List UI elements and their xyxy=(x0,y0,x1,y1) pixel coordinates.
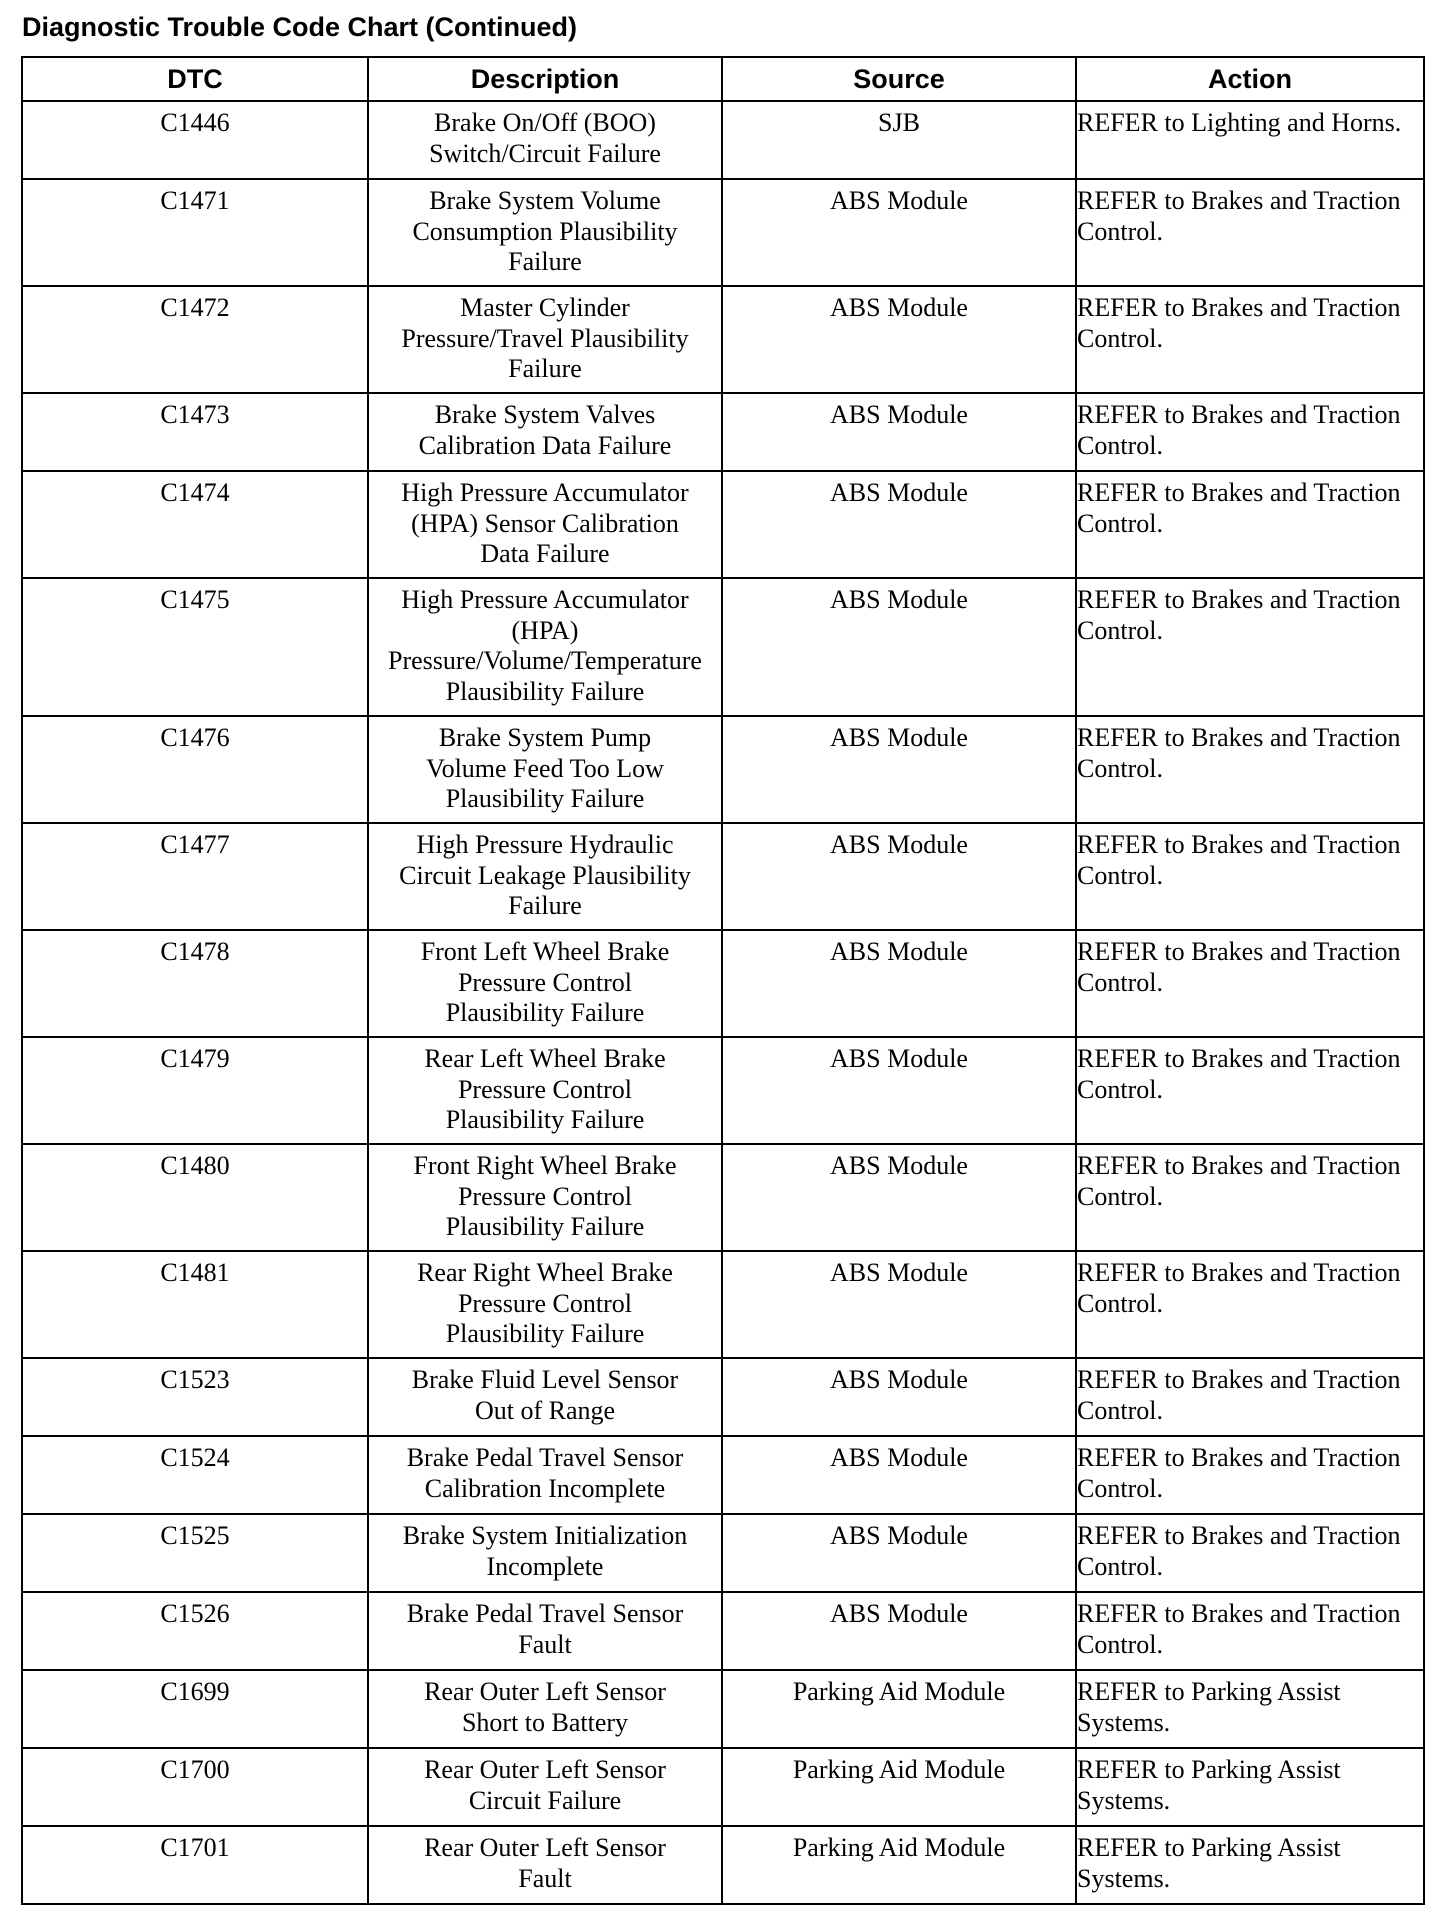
header-dtc: DTC xyxy=(22,57,368,101)
header-source: Source xyxy=(722,57,1076,101)
dtc-action: REFER to Brakes and Traction Control. xyxy=(1076,471,1424,578)
description-line: Failure xyxy=(508,354,582,383)
dtc-action: REFER to Brakes and Traction Control. xyxy=(1076,578,1424,716)
dtc-code: C1523 xyxy=(22,1358,368,1436)
dtc-description xyxy=(368,1514,722,1592)
description-line: Switch/Circuit Failure xyxy=(429,138,661,168)
dtc-action: REFER to Brakes and Traction Control. xyxy=(1076,393,1424,471)
description-line: Pressure Control xyxy=(457,1288,633,1318)
description-line: Fault xyxy=(518,1863,572,1893)
description-line: Pressure Control xyxy=(457,967,633,997)
description-line: Brake Pedal Travel Sensor xyxy=(406,1599,684,1628)
dtc-code: C1473 xyxy=(22,393,368,471)
table-row xyxy=(22,1592,1424,1670)
dtc-description xyxy=(368,471,722,578)
dtc-description xyxy=(368,578,722,716)
table-row xyxy=(22,1436,1424,1514)
description-line: Rear Left Wheel Brake xyxy=(424,1044,666,1073)
description-line: Rear Outer Left Sensor xyxy=(424,1833,666,1862)
dtc-description xyxy=(368,1358,722,1436)
header-action: Action xyxy=(1076,57,1424,101)
description-line: Short to Battery xyxy=(461,1707,629,1737)
table-row xyxy=(22,101,1424,179)
dtc-source: ABS Module xyxy=(722,179,1076,286)
description-line: Plausibility Failure xyxy=(445,1105,645,1134)
dtc-action: REFER to Brakes and Traction Control. xyxy=(1076,1592,1424,1670)
dtc-source: SJB xyxy=(722,101,1076,179)
dtc-code: C1699 xyxy=(22,1670,368,1748)
dtc-description xyxy=(368,1592,722,1670)
table-row xyxy=(22,1748,1424,1826)
dtc-code: C1475 xyxy=(22,578,368,716)
dtc-source: ABS Module xyxy=(722,716,1076,823)
dtc-description xyxy=(368,101,722,179)
dtc-code: C1474 xyxy=(22,471,368,578)
description-line: Brake System Volume xyxy=(429,186,661,215)
dtc-source: ABS Module xyxy=(722,1144,1076,1251)
description-line: Master Cylinder xyxy=(460,293,630,322)
table-row xyxy=(22,179,1424,286)
description-line: Rear Outer Left Sensor xyxy=(424,1677,666,1706)
description-line: Brake On/Off (BOO) xyxy=(434,108,656,137)
description-line: Plausibility Failure xyxy=(445,1212,645,1241)
dtc-code: C1476 xyxy=(22,716,368,823)
dtc-source: Parking Aid Module xyxy=(722,1748,1076,1826)
description-line: Calibration Data Failure xyxy=(418,430,672,460)
dtc-source: ABS Module xyxy=(722,393,1076,471)
dtc-description xyxy=(368,1251,722,1358)
description-line: Circuit Failure xyxy=(468,1785,622,1815)
dtc-code: C1472 xyxy=(22,286,368,393)
description-line: High Pressure Accumulator xyxy=(401,478,689,507)
description-line: (HPA) Sensor Calibration xyxy=(411,508,679,538)
dtc-code: C1446 xyxy=(22,101,368,179)
dtc-code: C1524 xyxy=(22,1436,368,1514)
description-line: Front Left Wheel Brake xyxy=(420,937,670,966)
table-body xyxy=(22,101,1424,1904)
dtc-table xyxy=(21,56,1425,1905)
dtc-code: C1477 xyxy=(22,823,368,930)
table-row xyxy=(22,930,1424,1037)
dtc-description xyxy=(368,286,722,393)
dtc-code: C1525 xyxy=(22,1514,368,1592)
description-line: Plausibility Failure xyxy=(445,1319,645,1348)
dtc-source: Parking Aid Module xyxy=(722,1826,1076,1904)
dtc-action: REFER to Brakes and Traction Control. xyxy=(1076,1037,1424,1144)
dtc-action: REFER to Parking Assist Systems. xyxy=(1076,1748,1424,1826)
dtc-description xyxy=(368,1144,722,1251)
description-line: Brake System Initialization xyxy=(402,1521,688,1550)
page-title: Diagnostic Trouble Code Chart (Continued) xyxy=(22,12,577,42)
dtc-source: ABS Module xyxy=(722,471,1076,578)
description-line: Pressure Control xyxy=(457,1181,633,1211)
dtc-description xyxy=(368,1826,722,1904)
table-row xyxy=(22,716,1424,823)
dtc-source: ABS Module xyxy=(722,1251,1076,1358)
description-line: Volume Feed Too Low xyxy=(426,753,664,783)
dtc-action: REFER to Lighting and Horns. xyxy=(1076,101,1424,179)
dtc-source: ABS Module xyxy=(722,1037,1076,1144)
dtc-description xyxy=(368,1436,722,1514)
dtc-action: REFER to Brakes and Traction Control. xyxy=(1076,1436,1424,1514)
dtc-source: ABS Module xyxy=(722,930,1076,1037)
dtc-source: ABS Module xyxy=(722,286,1076,393)
dtc-description xyxy=(368,1670,722,1748)
dtc-code: C1701 xyxy=(22,1826,368,1904)
dtc-description xyxy=(368,823,722,930)
table-row xyxy=(22,823,1424,930)
description-line: Failure xyxy=(508,891,582,920)
description-line: Circuit Leakage Plausibility xyxy=(399,860,691,890)
dtc-source: ABS Module xyxy=(722,578,1076,716)
dtc-action: REFER to Brakes and Traction Control. xyxy=(1076,1358,1424,1436)
description-line: Plausibility Failure xyxy=(445,676,645,706)
dtc-action: REFER to Brakes and Traction Control. xyxy=(1076,1144,1424,1251)
dtc-source: ABS Module xyxy=(722,1514,1076,1592)
dtc-description xyxy=(368,1037,722,1144)
description-line: Calibration Incomplete xyxy=(424,1473,666,1503)
description-line: Brake Fluid Level Sensor xyxy=(411,1365,679,1394)
description-line: Data Failure xyxy=(480,539,610,568)
dtc-description xyxy=(368,393,722,471)
dtc-description xyxy=(368,1748,722,1826)
dtc-action: REFER to Brakes and Traction Control. xyxy=(1076,930,1424,1037)
dtc-action: REFER to Parking Assist Systems. xyxy=(1076,1670,1424,1748)
dtc-action: REFER to Brakes and Traction Control. xyxy=(1076,823,1424,930)
description-line: Fault xyxy=(518,1629,572,1659)
table-header-row xyxy=(22,57,1424,101)
description-line: High Pressure Accumulator xyxy=(401,585,689,614)
dtc-source: Parking Aid Module xyxy=(722,1670,1076,1748)
table-row xyxy=(22,471,1424,578)
table-row xyxy=(22,578,1424,716)
description-line: Failure xyxy=(508,247,582,276)
description-line: Front Right Wheel Brake xyxy=(413,1151,677,1180)
dtc-code: C1471 xyxy=(22,179,368,286)
dtc-code: C1700 xyxy=(22,1748,368,1826)
table-row xyxy=(22,1037,1424,1144)
dtc-action: REFER to Brakes and Traction Control. xyxy=(1076,179,1424,286)
dtc-action: REFER to Parking Assist Systems. xyxy=(1076,1826,1424,1904)
dtc-description xyxy=(368,930,722,1037)
dtc-action: REFER to Brakes and Traction Control. xyxy=(1076,1251,1424,1358)
table-row xyxy=(22,1358,1424,1436)
dtc-source: ABS Module xyxy=(722,1436,1076,1514)
dtc-description xyxy=(368,716,722,823)
dtc-code: C1479 xyxy=(22,1037,368,1144)
dtc-action: REFER to Brakes and Traction Control. xyxy=(1076,286,1424,393)
description-line: Rear Right Wheel Brake xyxy=(417,1258,673,1287)
description-line: Pressure Control xyxy=(457,1074,633,1104)
table-row xyxy=(22,1670,1424,1748)
table-row xyxy=(22,1251,1424,1358)
dtc-action: REFER to Brakes and Traction Control. xyxy=(1076,716,1424,823)
dtc-description xyxy=(368,179,722,286)
dtc-action: REFER to Brakes and Traction Control. xyxy=(1076,1514,1424,1592)
description-line: Plausibility Failure xyxy=(445,784,645,813)
dtc-code: C1480 xyxy=(22,1144,368,1251)
description-line: Brake Pedal Travel Sensor xyxy=(406,1443,684,1472)
description-line: High Pressure Hydraulic xyxy=(416,830,674,859)
table-row xyxy=(22,1826,1424,1904)
dtc-source: ABS Module xyxy=(722,1592,1076,1670)
description-line: Out of Range xyxy=(474,1395,616,1425)
description-line: Incomplete xyxy=(486,1551,604,1581)
description-line: Pressure/Travel Plausibility xyxy=(401,323,689,353)
dtc-source: ABS Module xyxy=(722,823,1076,930)
description-line: Consumption Plausibility xyxy=(412,216,678,246)
description-line: Brake System Valves xyxy=(434,400,656,429)
dtc-source: ABS Module xyxy=(722,1358,1076,1436)
description-line: Brake System Pump xyxy=(438,723,652,752)
header-description: Description xyxy=(368,57,722,101)
description-line: Plausibility Failure xyxy=(445,998,645,1027)
table-row xyxy=(22,1514,1424,1592)
dtc-code: C1526 xyxy=(22,1592,368,1670)
description-line: Rear Outer Left Sensor xyxy=(424,1755,666,1784)
table-row xyxy=(22,286,1424,393)
table-row xyxy=(22,1144,1424,1251)
dtc-code: C1478 xyxy=(22,930,368,1037)
description-line: (HPA) xyxy=(511,615,579,645)
table-row xyxy=(22,393,1424,471)
description-line: Pressure/Volume/Temperature xyxy=(388,646,702,675)
dtc-code: C1481 xyxy=(22,1251,368,1358)
